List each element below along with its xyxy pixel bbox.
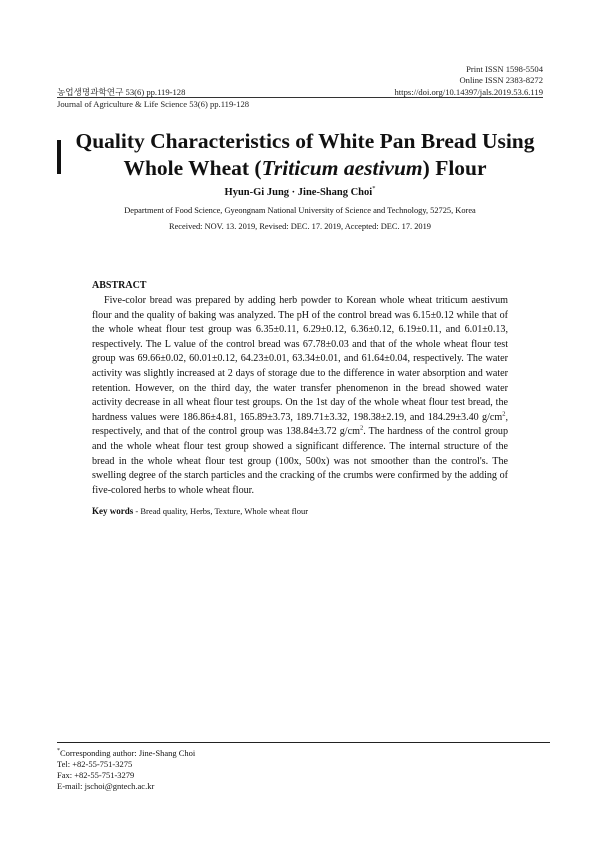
footnote-tel: Tel: +82-55-751-3275	[57, 758, 133, 769]
footnote	[57, 746, 195, 792]
corresponding-mark: *	[372, 185, 376, 192]
author-names: Hyun-Gi Jung · Jine-Shang Choi	[224, 187, 373, 198]
abstract-text-c: . The hardness of the control group and the whole wheat flour test group showed a significant difference. The internal structure of the bread in the whole wheat flour test group (100x, 500x) was not smoother than the control's. The swelling degree of the starch particles and the cracking of the crumbs were confirmed by the adding of five-colored herbs to whole wheat flour.	[92, 426, 508, 496]
footnote-email[interactable]: E-mail: jschoi@gntech.ac.kr	[57, 780, 155, 791]
author-list	[0, 185, 600, 198]
abstract-text-a: Five-color bread was prepared by adding herb powder to Korean whole wheat triticum aestivum flour and the quality of baking was analyzed. The pH of the control bread was 6.15±0.12 while that of the whole wheat flour test group was 6.35±0.11, 6.29±0.12, 6.36±0.12, 6.19±0.11, and 6.01±0.13, respectively. The L value of the control bread was 67.78±0.03 and that of the whole wheat flour test group was 69.66±0.02, 60.01±0.12, 64.23±0.01, 63.34±0.01, and 61.64±0.04, respectively. The water activity was slightly increased at 2 days of storage due to the difference in water absorption and water retention. However, on the third day, the water transfer phenomenon in the bread showed water activity decrease in all wheat flour test groups. On the 1st day of the whole wheat flour test bread, the hardness values were 186.86±4.81, 165.89±3.73, 189.71±3.32, 198.38±2.19, and 184.29±3.40 g/cm	[92, 295, 508, 423]
title-species-name: Triticum aestivum	[261, 156, 423, 180]
title-side-bar	[57, 140, 61, 174]
abstract-text-b: , respectively, and that of the control group was 138.84±3.72 g/cm	[92, 411, 508, 438]
paper-title	[70, 128, 540, 182]
footnote-corresponding-text: Corresponding author: Jine-Shang Choi	[60, 747, 196, 758]
footnote-fax: Fax: +82-55-751-3279	[57, 769, 135, 780]
journal-name-english: Journal of Agriculture & Life Science 53(6) pp.119-128	[57, 99, 250, 109]
title-line-1: Quality Characteristics of White Pan Bread Using	[75, 129, 535, 153]
online-issn: Online ISSN 2383-8272	[459, 75, 543, 85]
title-line-2-post: ) Flour	[422, 156, 487, 180]
footnote-mark: *	[57, 748, 60, 754]
abstract-body	[92, 294, 508, 498]
doi-link[interactable]: https://doi.org/10.14397/jals.2019.53.6.119	[394, 87, 543, 97]
footnote-divider	[57, 742, 550, 743]
title-line-2-pre: Whole Wheat (	[123, 156, 262, 180]
unit-superscript-1: 2	[502, 410, 506, 418]
keywords-label: Key words	[92, 506, 134, 516]
abstract-heading: ABSTRACT	[92, 280, 147, 291]
print-issn: Print ISSN 1598-5504	[466, 64, 543, 74]
header-divider	[57, 97, 543, 98]
submission-dates: Received: NOV. 13. 2019, Revised: DEC. 17. 2019, Accepted: DEC. 17. 2019	[169, 222, 431, 231]
keywords	[92, 506, 308, 516]
footnote-corresponding	[57, 746, 195, 759]
unit-superscript-2: 2	[359, 424, 364, 432]
journal-name-korean: 농업생명과학연구 53(6) pp.119-128	[57, 87, 186, 97]
keywords-text: - Bread quality, Herbs, Texture, Whole wheat flour	[133, 506, 309, 516]
affiliation: Department of Food Science, Gyeongnam National University of Science and Technology, 52725, Korea	[124, 206, 476, 215]
title-line-2	[70, 155, 540, 182]
